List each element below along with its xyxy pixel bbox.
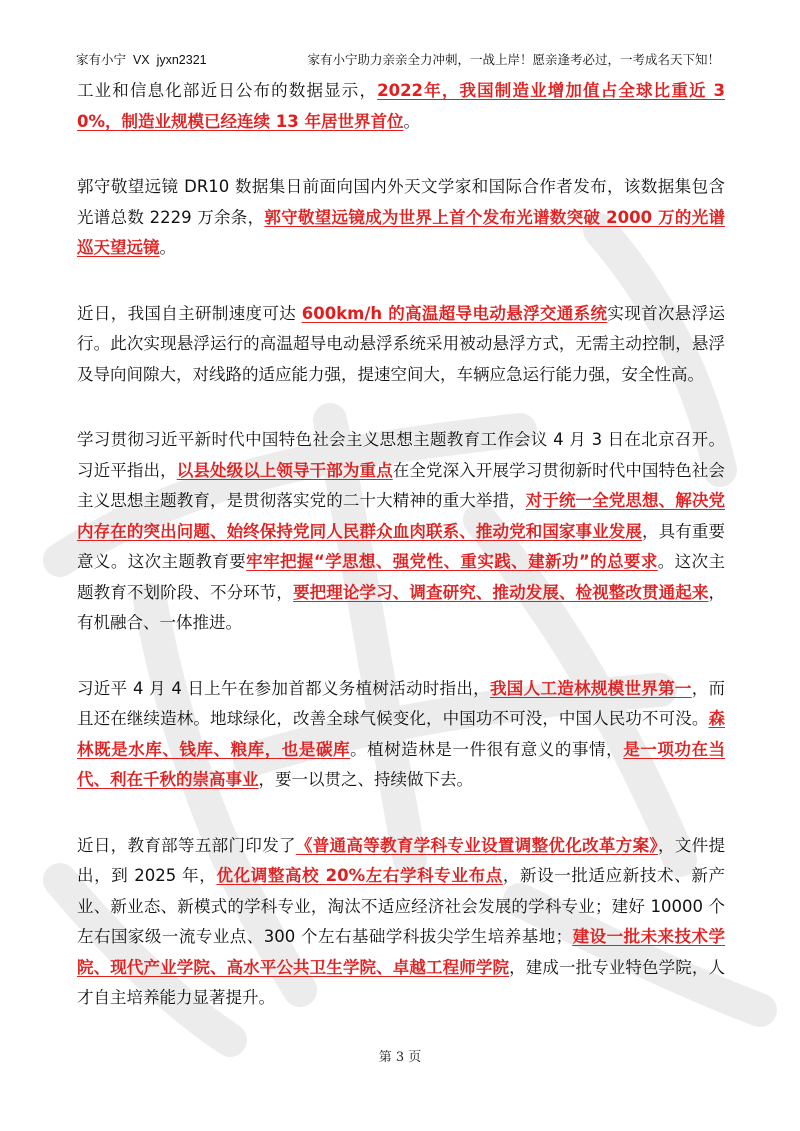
highlighted-text: 森林既是水库、钱库、粮库，也是碳库 (77, 709, 725, 759)
paragraph (77, 674, 725, 796)
paragraph (77, 831, 725, 1014)
body-text: ，有机融合、一体推进。 (77, 582, 726, 632)
paragraph (77, 299, 725, 391)
highlighted-text: 建设一批未来技术学院、现代产业学院、高水平公共卫生学院、卓越工程师学院 (77, 927, 726, 977)
body-text: ，文件提出，到 2025 年， (77, 835, 726, 885)
document-body (77, 76, 725, 1049)
header-right-text: 家有小宁助力亲亲全力冲刺，一战上岸！愿亲逢考必过，一考成名天下知！ (307, 53, 720, 67)
body-text: 实现首次悬浮运行。此次实现悬浮运行的高温超导电动悬浮系统采用被动悬浮方式，无需主动控制，悬浮及导向间隙大，对线路的适应能力强，提速空间大，车辆应急运行能力强，安全性高。 (77, 303, 725, 384)
body-text: 学习贯彻习近平新时代中国特色社会主义思想主题教育工作会议 4 月 3 日在北京召开。习近平指出， (77, 430, 725, 480)
page-number: 第 3 页 (378, 1050, 422, 1065)
body-text: 工业和信息化部近日公布的数据显示， (77, 81, 378, 100)
highlighted-text: 《普通高等教育学科专业设置调整优化改革方案》 (295, 835, 659, 855)
header-left-text: 家有小宁 VX jyxn2321 (76, 53, 207, 67)
body-text: ，要一以贯之、持续做下去。 (258, 770, 473, 789)
body-text: ，建成一批专业特色学院，人才自主培养能力显著提升。 (77, 957, 726, 1007)
body-text: 郭守敬望远镜 DR10 数据集日前面向国内外天文学家和国际合作者发布，该数据集包含光谱总数 2229 万余条， (77, 177, 725, 227)
paragraph (77, 425, 725, 639)
body-text: ，而且还在继续造林。地球绿化，改善全球气候变化，中国功不可没，中国人民功不可没。 (77, 678, 726, 728)
body-text: 。 (403, 111, 420, 131)
body-text: ，具有重要意义。这次主题教育要 (77, 521, 726, 571)
body-text: 。 (159, 238, 176, 257)
highlighted-text: 我国人工造林规模世界第一 (490, 678, 692, 698)
highlighted-text: 是一项功在当代、利在千秋的崇高事业 (77, 739, 726, 789)
body-text: 习近平 4 月 4 日上午在参加首都义务植树活动时指出， (77, 678, 490, 698)
body-text: ，新设一批适应新技术、新产业、新业态、新模式的学科专业，淘汰不适应经济社会发展的学科专业；建好 10000 个左右国家级一流专业点、300 个左右基础学科拔尖学生培养基地； (77, 866, 725, 946)
page-header (76, 50, 720, 70)
paragraph (77, 172, 725, 264)
highlighted-text: 要把理论学习、调查研究、推动发展、检视整改贯通起来 (293, 582, 709, 602)
body-text: 近日，教育部等五部门印发了 (77, 835, 296, 855)
body-text: 。这次主题教育不划阶段、不分环节， (77, 552, 726, 602)
highlighted-text: 2022年，我国制造业增加值占全球比重近 30%，制造业规模已经连续 13 年居世界首位 (77, 81, 726, 131)
body-text: 在全党深入开展学习贯彻新时代中国特色社会主义思想主题教育，是贯彻落实党的二十大精神的重大举措， (77, 460, 726, 510)
highlighted-text: 郭守敬望远镜成为世界上首个发布光谱数突破 2000 万的光谱巡天望远镜 (77, 207, 725, 257)
highlighted-text: 牢牢把握“学思想、强党性、重实践、建新功”的总要求 (246, 552, 658, 571)
highlighted-text: 对于统一全党思想、解决党内存在的突出问题、始终保持党同人民群众血肉联系、推动党和国家事业发展 (77, 491, 726, 541)
highlighted-text: 优化调整高校 20%左右学科专业布点 (216, 866, 503, 885)
highlighted-text: 600km/h 的高温超导电动悬浮交通系统 (301, 303, 608, 323)
highlighted-text: 以县处级以上领导干部为重点 (176, 460, 393, 480)
body-text: 。植树造林是一件很有意义的事情， (350, 739, 624, 759)
paragraph (77, 76, 725, 137)
body-text: 近日，我国自主研制速度可达 (77, 303, 302, 323)
